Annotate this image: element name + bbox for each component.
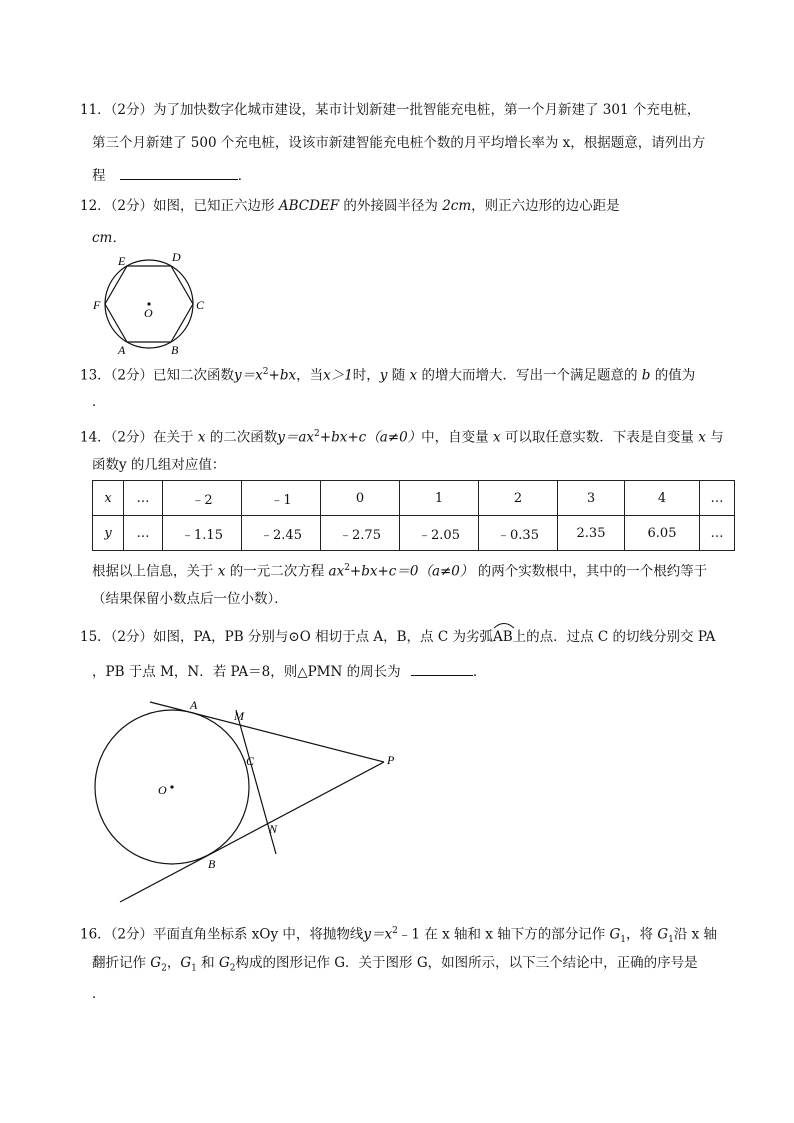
q11-line1: 11．（2分）为了加快数字化城市建设，某市计划新建一批智能充电桩，第一个月新建了 301 个充电桩， (80, 102, 701, 118)
q15-line1: 15．（2分）如图，PA，PB 分别与⊙O 相切于点 A，B，点 C 为劣弧 AB上的点．过点 C 的切线分别交 PA (80, 628, 715, 646)
table-cell: 0 (321, 481, 400, 516)
table-cell: ﹣2.45 (242, 516, 321, 551)
label-O: O (144, 306, 153, 320)
table-cell: 2.35 (558, 516, 625, 551)
tangent-circle-figure (88, 690, 408, 910)
table-cell: … (124, 516, 163, 551)
table-cell: ﹣2.05 (400, 516, 479, 551)
q13-line1: 13．（2分）已知二次函数$y=x^2+bx$，当x＞1时，y 随 x 的增大而增大．写出一个满足题意的 b 的值为 (80, 367, 696, 384)
q16-line3: ． (92, 986, 106, 1002)
table-cell: ﹣1.15 (163, 516, 242, 551)
table-row (93, 481, 735, 516)
table-cell: 4 (625, 481, 700, 516)
table-cell: … (700, 516, 735, 551)
table-cell: 2 (479, 481, 558, 516)
q12-line1: 12．（2分）如图，已知正六边形 ABCDEF 的外接圆半径为 2cm，则正六边形的边心距是 (80, 198, 620, 214)
value-table (92, 480, 735, 551)
arc-ab: AB (493, 628, 513, 646)
hexagon-figure (90, 248, 220, 360)
q15-answer-blank[interactable] (411, 661, 473, 676)
label-E: E (118, 254, 126, 268)
table-cell: ﹣2 (163, 481, 242, 516)
label-M: M (234, 709, 244, 723)
table-cell: y (93, 516, 124, 551)
tangent-pa (150, 702, 384, 762)
table-cell: 6.05 (625, 516, 700, 551)
q11-line3: 程 ． (92, 165, 251, 185)
q12-line2: cm． (92, 230, 126, 246)
table-cell: x (93, 481, 124, 516)
label-B: B (208, 857, 216, 871)
table-cell: 1 (400, 481, 479, 516)
label-A: A (118, 343, 126, 357)
q14-line1: 14．（2分）在关于 x 的二次函数$y=ax^2+bx+c(a\ne 0)$中，自变量 x 可以取任意实数．下表是自变量 x 与 (80, 429, 724, 446)
q14-line2: 函数y 的几组对应值： (92, 457, 226, 473)
label-C: C (246, 754, 255, 768)
label-C: C (196, 298, 205, 312)
q14-line4: （结果保留小数点后一位小数）． (92, 591, 288, 607)
q11-line2: 第三个月新建了 500 个充电桩，设该市新建智能充电桩个数的月平均增长率为 x，根据题意，请列出方 (92, 135, 706, 151)
table-cell: ﹣2.75 (321, 516, 400, 551)
label-P: P (387, 753, 395, 767)
table-cell: ﹣1 (242, 481, 321, 516)
table-cell: … (124, 481, 163, 516)
q14-line3: 根据以上信息，关于 x 的一元二次方程 $ax^2+bx+c=0(a\ne 0)$ 的两个实数根中，其中的一个根约等于 (92, 563, 708, 580)
q11-answer-blank[interactable] (120, 165, 238, 180)
label-B: B (171, 343, 179, 357)
q16-line2: 翻折记作 $G_2$，$G_1$ 和 $G_2$构成的图形记作 G．关于图形 G，如图所示，以下三个结论中，正确的序号是 (92, 955, 698, 974)
q15-line2: ，PB 于点 M，N．若 PA＝8，则△PMN 的周长为 ． (92, 661, 486, 681)
label-A: A (190, 698, 198, 712)
label-D: D (172, 250, 181, 264)
q16-line1: 16．（2分）平面直角坐标系 xOy 中，将抛物线$y=x^2﹣1$ 在 x 轴和 x 轴下方的部分记作 $G_1$，将 $G_1$沿 x 轴 (80, 926, 718, 946)
table-row (93, 516, 735, 551)
arc-mark-icon (493, 621, 515, 629)
label-N: N (269, 822, 278, 836)
table-cell: 3 (558, 481, 625, 516)
center-point (170, 785, 173, 788)
label-F: F (93, 298, 101, 312)
table-cell: … (700, 481, 735, 516)
label-O: O (158, 783, 167, 797)
q13-line2: ． (92, 394, 106, 410)
table-cell: ﹣0.35 (479, 516, 558, 551)
